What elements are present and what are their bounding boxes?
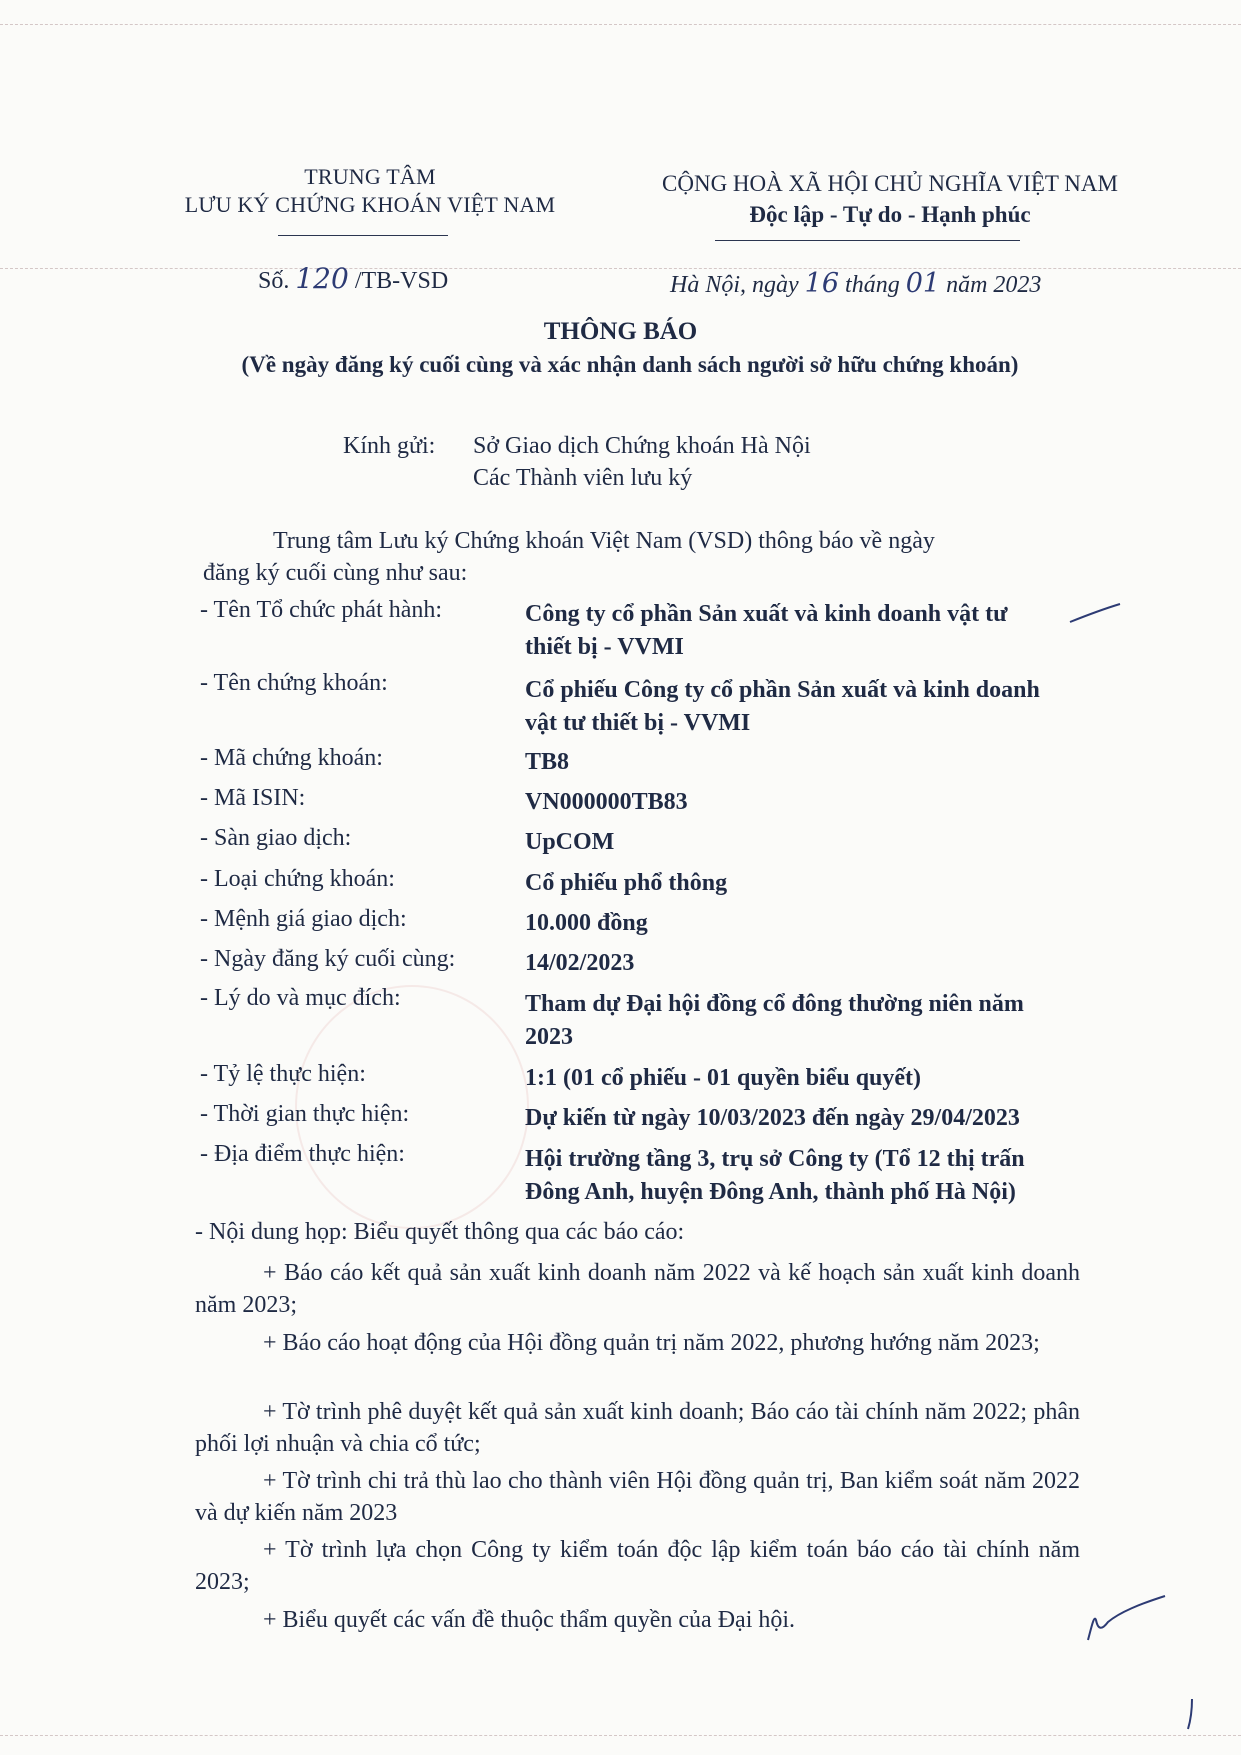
handwritten-day: 16	[804, 268, 840, 299]
recipient-2: Các Thành viên lưu ký	[473, 465, 693, 491]
nation-line-2: Độc lập - Tự do - Hạnh phúc	[749, 202, 1031, 227]
field-issuer-label: - Tên Tổ chức phát hành:	[200, 597, 443, 623]
recipient-1: Sở Giao dịch Chứng khoán Hà Nội	[473, 433, 811, 459]
field-security-type-value: Cổ phiếu phổ thông	[525, 870, 728, 896]
agenda-item: + Tờ trình phê duyệt kết quả sản xuất kinh doanh; Báo cáo tài chính năm 2022; phân phối lợi nhuận và chia cổ tức;	[195, 1399, 1080, 1457]
nation-underline	[715, 240, 1020, 241]
agenda-heading: - Nội dung họp: Biểu quyết thông qua các báo cáo:	[195, 1219, 685, 1245]
field-security-name-label: - Tên chứng khoán:	[200, 670, 388, 696]
field-issuer-value: Công ty cổ phần Sản xuất và kinh doanh vật tư thiết bị - VVMI	[525, 601, 1008, 660]
field-purpose-value: Tham dự Đại hội đồng cổ đông thường niên năm 2023	[525, 991, 1024, 1050]
field-record-date-value: 14/02/2023	[525, 950, 635, 976]
field-ratio-label: - Tỷ lệ thực hiện:	[200, 1061, 366, 1087]
intro-text-line-2: đăng ký cuối cùng như sau:	[203, 560, 468, 586]
agenda-item: + Tờ trình chi trả thù lao cho thành viên Hội đồng quản trị, Ban kiểm soát năm 2022 và dự kiến năm 2023	[195, 1468, 1080, 1526]
field-security-name-value: Cổ phiếu Công ty cổ phần Sản xuất và kinh doanh vật tư thiết bị - VVMI	[525, 677, 1040, 736]
field-ticker-label: - Mã chứng khoán:	[200, 745, 383, 771]
scan-artifact-line	[0, 268, 1241, 269]
field-purpose-label: - Lý do và mục đích:	[200, 985, 401, 1011]
field-venue-label: - Địa điểm thực hiện:	[200, 1141, 405, 1167]
agenda-item: + Tờ trình lựa chọn Công ty kiểm toán độc lập kiểm toán báo cáo tài chính năm 2023;	[195, 1537, 1080, 1595]
handwritten-number: 120	[295, 262, 349, 295]
field-exchange-label: - Sàn giao dịch:	[200, 825, 352, 851]
date-line: Hà Nội, ngày 16 tháng 01 năm 2023	[670, 268, 1042, 299]
nation-line-1: CỘNG HOÀ XÃ HỘI CHỦ NGHĨA VIỆT NAM	[662, 171, 1118, 196]
initials-signature	[1080, 1590, 1170, 1650]
nation-header	[625, 168, 1155, 230]
field-isin-value: VN000000TB83	[525, 789, 688, 815]
field-isin-label: - Mã ISIN:	[200, 785, 306, 811]
document-number: Số. 120 /TB-VSD	[258, 262, 449, 295]
scan-artifact-line	[0, 24, 1241, 25]
recipients-label: Kính gửi:	[343, 433, 436, 459]
field-time-value: Dự kiến từ ngày 10/03/2023 đến ngày 29/04/2023	[525, 1105, 1020, 1131]
scan-artifact-line	[0, 1735, 1241, 1736]
field-par-value-label: - Mệnh giá giao dịch:	[200, 906, 407, 932]
field-record-date-label: - Ngày đăng ký cuối cùng:	[200, 946, 456, 972]
field-ticker-value: TB8	[525, 749, 570, 775]
field-security-type-label: - Loại chứng khoán:	[200, 866, 395, 892]
org-line-2: LƯU KÝ CHỨNG KHOÁN VIỆT NAM	[184, 192, 556, 217]
field-ratio-value: 1:1 (01 cổ phiếu - 01 quyền biểu quyết)	[525, 1065, 922, 1091]
field-time-label: - Thời gian thực hiện:	[200, 1101, 410, 1127]
agenda-item: + Báo cáo hoạt động của Hội đồng quản trị năm 2022, phương hướng năm 2023;	[263, 1330, 1040, 1356]
org-line-1: TRUNG TÂM	[304, 164, 436, 189]
org-underline	[278, 235, 448, 236]
page-title: THÔNG BÁO	[543, 318, 698, 345]
page-pen-mark	[1180, 1695, 1200, 1735]
field-par-value-value: 10.000 đồng	[525, 910, 648, 936]
field-venue-value: Hội trường tầng 3, trụ sở Công ty (Tổ 12 thị trấn Đông Anh, huyện Đông Anh, thành phố Hà Nội)	[525, 1146, 1025, 1205]
agenda-item: + Báo cáo kết quả sản xuất kinh doanh năm 2022 và kế hoạch sản xuất kinh doanh năm 2023;	[195, 1260, 1080, 1318]
issuer-org-header	[140, 163, 600, 219]
field-exchange-value: UpCOM	[525, 829, 615, 855]
pen-tick-mark	[1065, 600, 1125, 630]
intro-text-line-1: Trung tâm Lưu ký Chứng khoán Việt Nam (VSD) thông báo về ngày	[273, 528, 935, 554]
handwritten-month: 01	[905, 268, 941, 299]
page-subtitle: (Về ngày đăng ký cuối cùng và xác nhận danh sách người sở hữu chứng khoán)	[241, 352, 1019, 377]
agenda-item: + Biểu quyết các vấn đề thuộc thẩm quyền của Đại hội.	[263, 1607, 796, 1633]
